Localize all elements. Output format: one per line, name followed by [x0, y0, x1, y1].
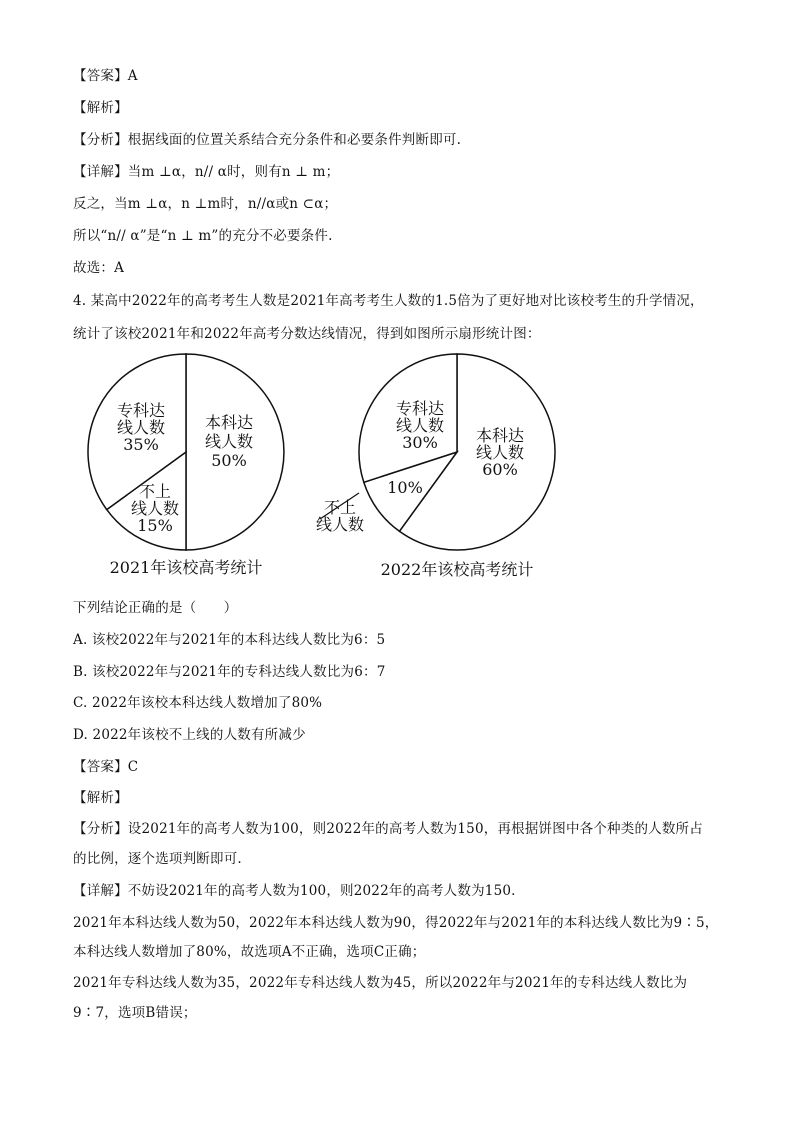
pie1-slice-1-label: 不上	[323, 498, 357, 517]
q4-detail-4: 2021年专科达线人数为35，2022年专科达线人数为45，所以2022年与2021年的专科达线人数比为	[73, 975, 688, 991]
pie0-slice-0-label: 线人数	[204, 432, 254, 451]
q4-question: 下列结论正确的是（ ）	[73, 600, 238, 616]
q3-answer: 【答案】A	[73, 68, 138, 84]
pie-chart-2021	[88, 354, 284, 577]
q4-answer: 【答案】C	[73, 759, 139, 775]
q3-choose: 故选：A	[73, 260, 125, 276]
pie0-slice-1-label: 线人数	[130, 499, 180, 518]
pie1-slice-1-pct: 10%	[387, 478, 423, 497]
pie0-slice-2-label: 专科达	[116, 401, 166, 420]
pie0-slice-2-label: 线人数	[116, 418, 166, 437]
q4-detail-1: 【详解】不妨设2021年的高考人数为100，则2022年的高考人数为150.	[73, 883, 516, 899]
option-b: B. 该校2022年与2021年的专科达线人数比为6：7	[73, 664, 386, 680]
q4-analysis-2: 的比例，逐个选项判断即可.	[73, 851, 242, 867]
q3-analysis: 【分析】根据线面的位置关系结合充分条件和必要条件判断即可.	[73, 132, 462, 148]
option-c: C. 2022年该校本科达线人数增加了80%	[73, 695, 323, 711]
q4-stem-2: 统计了该校2021年和2022年高考分数达线情况，得到如图所示扇形统计图：	[73, 326, 541, 342]
pie1-slice-0-label: 线人数	[475, 443, 525, 462]
pie1-title: 2022年该校高考统计	[380, 560, 534, 579]
option-d: D. 2022年该校不上线的人数有所减少	[73, 727, 306, 743]
q4-detail-3: 本科达线人数增加了80%，故选项A不正确，选项C正确；	[73, 944, 426, 960]
pie1-slice-2-label: 专科达	[395, 399, 445, 418]
pie0-slice-0-pct: 50%	[211, 451, 247, 470]
pie0-title: 2021年该校高考统计	[109, 558, 263, 577]
pie0-slice-2-pct: 35%	[123, 435, 159, 454]
q3-detail-3: 所以“n// α”是“n ⊥ m”的充分不必要条件.	[73, 228, 333, 244]
q3-analysis-head: 【解析】	[73, 100, 128, 116]
pie0-slice-1-pct: 15%	[137, 516, 173, 535]
pie-charts-figure	[0, 340, 794, 590]
pie1-slice-0-pct: 60%	[482, 460, 518, 479]
pie0-slice-0-label: 本科达	[204, 413, 254, 432]
q3-detail-1: 【详解】当m ⊥α，n// α时，则有n ⊥ m；	[73, 164, 340, 180]
q4-detail-5: 9∶7，选项B错误；	[73, 1005, 197, 1021]
q4-stem-1: 4. 某高中2022年的高考考生人数是2021年高考考生人数的1.5倍为了更好地对比该校考生的升学情况，	[73, 293, 704, 309]
pie0-slice-1-label: 不上	[138, 482, 172, 501]
q4-analysis-head: 【解析】	[73, 790, 128, 806]
pie1-slice-0-label: 本科达	[475, 426, 525, 445]
pie1-slice-2-pct: 30%	[402, 433, 438, 452]
q4-detail-2: 2021年本科达线人数为50，2022年本科达线人数为90，得2022年与2021年的本科达线人数比为9∶5，	[73, 915, 719, 931]
pie-chart-2022	[316, 354, 555, 579]
q4-analysis-1: 【分析】设2021年的高考人数为100，则2022年的高考人数为150，再根据饼图中各个种类的人数所占	[73, 821, 703, 837]
pie1-slice-2-label: 线人数	[395, 416, 445, 435]
pie1-slice-1-label: 线人数	[315, 515, 365, 534]
q3-detail-2: 反之，当m ⊥α，n ⊥m时，n//α或n ⊂α；	[73, 196, 338, 212]
option-a: A. 该校2022年与2021年的本科达线人数比为6：5	[73, 632, 386, 648]
